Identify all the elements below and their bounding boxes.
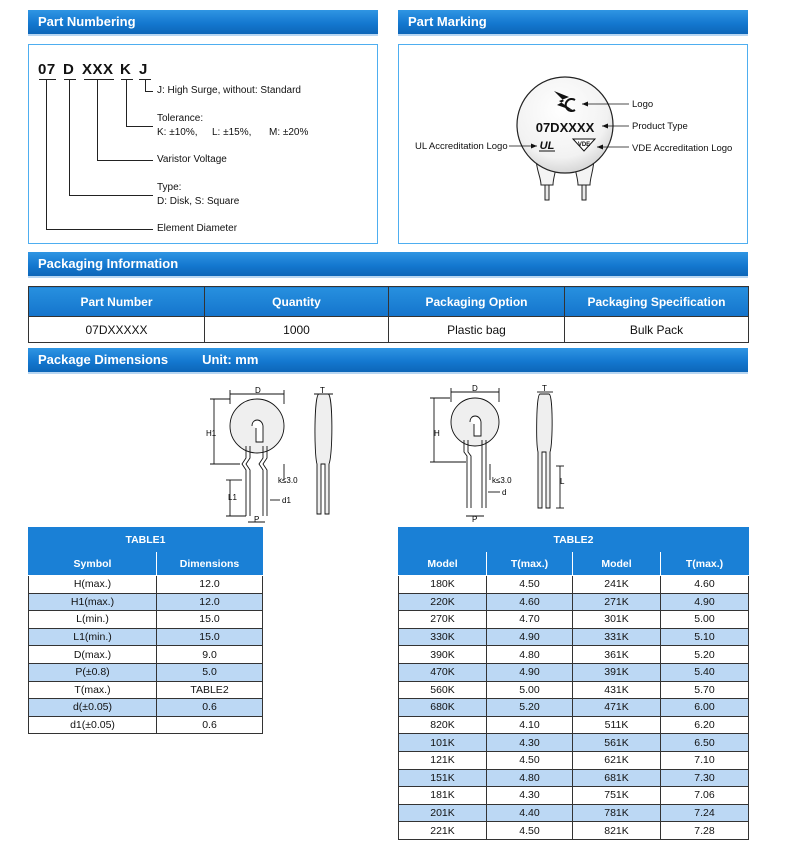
section-header-part-numbering: Part Numbering (28, 10, 378, 36)
table2-cell: 241K (573, 576, 661, 594)
code-surge: J (139, 61, 148, 78)
table2-cell: 470K (399, 663, 487, 681)
table2-cell: 330K (399, 628, 487, 646)
table1-body (29, 576, 263, 734)
label-d-diameter: D (255, 386, 261, 395)
table2-cell: 180K (399, 576, 487, 594)
table2-row (399, 628, 749, 646)
table2-cell: 4.30 (487, 734, 573, 752)
type-description: D: Disk, S: Square (157, 196, 240, 207)
table1-title-row (29, 528, 263, 552)
leader-k-v (126, 79, 127, 126)
table2-cell: 681K (573, 769, 661, 787)
label-d-lead: d (502, 488, 507, 497)
type-label: Type: (157, 182, 182, 193)
table2-cell: 4.50 (487, 576, 573, 594)
table2-cell: 471K (573, 699, 661, 717)
table1-row (29, 576, 263, 594)
table2-cell: 391K (573, 663, 661, 681)
unit-label: Unit: mm (202, 352, 259, 367)
label-k: k≤3.0 (278, 476, 298, 485)
table2-cell: 7.10 (661, 751, 749, 769)
table2-row (399, 576, 749, 594)
label-l1: L1 (228, 493, 237, 502)
table2-cell: 4.90 (487, 663, 573, 681)
table2-cell: 5.20 (487, 699, 573, 717)
table1-cell: H1(max.) (29, 593, 157, 611)
table2-row (399, 769, 749, 787)
table2-cell: 390K (399, 646, 487, 664)
table2-cell: 7.06 (661, 787, 749, 805)
table2-row (399, 663, 749, 681)
table1-cell: L1(min.) (29, 628, 157, 646)
table2-cell: 221K (399, 822, 487, 840)
table2-cell: 781K (573, 804, 661, 822)
table2-cell: 4.60 (661, 576, 749, 594)
section-header-packaging-information: Packaging Information (28, 252, 748, 278)
table2-cell: 4.30 (487, 787, 573, 805)
label-p-pitch-2: P (472, 515, 478, 524)
label-p-pitch: P (254, 515, 260, 524)
section-header-package-dimensions (28, 348, 748, 374)
table1-cell: D(max.) (29, 646, 157, 664)
dimension-drawing-kinked-lead (200, 384, 360, 526)
table2-cell: 431K (573, 681, 661, 699)
product-type-label: Product Type (632, 121, 688, 132)
label-h: H (434, 429, 440, 438)
part-numbering-panel (28, 44, 378, 244)
table2-cell: 331K (573, 628, 661, 646)
tolerance-values (157, 126, 308, 140)
code-type: D (63, 61, 75, 78)
leader-k-h (126, 126, 153, 127)
table2-cell: 6.20 (661, 716, 749, 734)
table1-row (29, 611, 263, 629)
table2-header-row (399, 552, 749, 576)
table2-header-tmax-2: T(max.) (661, 552, 749, 576)
leader-07-h (46, 229, 153, 230)
table1-row (29, 628, 263, 646)
table2-cell: 5.00 (661, 611, 749, 629)
ul-logo-icon (539, 140, 555, 152)
table2-cell: 6.00 (661, 699, 749, 717)
table1-header-row (29, 552, 263, 576)
table2-cell: 4.10 (487, 716, 573, 734)
table2-cell: 820K (399, 716, 487, 734)
svg-text:VDE: VDE (577, 142, 591, 148)
table1-cell: d1(±0.05) (29, 716, 157, 734)
table2-header-tmax-1: T(max.) (487, 552, 573, 576)
tolerance-k: K: ±10%, (157, 127, 198, 138)
section-header-part-marking: Part Marking (398, 10, 748, 36)
dimension-drawing-straight-lead (420, 384, 580, 526)
code-voltage: XXX (82, 61, 114, 78)
table1-row (29, 646, 263, 664)
table2-cell: 220K (399, 593, 487, 611)
table1-cell: H(max.) (29, 576, 157, 594)
table1-cell: L(min.) (29, 611, 157, 629)
table2-body (399, 576, 749, 840)
bracket-k (121, 79, 133, 80)
cell-part-number: 07DXXXXX (29, 317, 205, 343)
table1-header-symbol: Symbol (29, 552, 157, 576)
table2 (398, 527, 749, 840)
part-marking-panel (398, 44, 748, 244)
table1-cell: 0.6 (157, 699, 263, 717)
code-tolerance: K (120, 61, 132, 78)
table2-cell: 101K (399, 734, 487, 752)
label-h1: H1 (206, 429, 217, 438)
table2-cell: 511K (573, 716, 661, 734)
table2-row (399, 716, 749, 734)
table2-cell: 4.60 (487, 593, 573, 611)
bracket-d (64, 79, 76, 80)
table2-cell: 5.40 (661, 663, 749, 681)
table2-header-model-1: Model (399, 552, 487, 576)
table1-row (29, 593, 263, 611)
table2-cell: 270K (399, 611, 487, 629)
table2-cell: 7.28 (661, 822, 749, 840)
cell-packaging-specification: Bulk Pack (565, 317, 749, 343)
table1-cell: 5.0 (157, 663, 263, 681)
table1-row (29, 716, 263, 734)
table2-row (399, 734, 749, 752)
table2-cell: 5.10 (661, 628, 749, 646)
table2-cell: 271K (573, 593, 661, 611)
label-d-diameter-2: D (472, 384, 478, 393)
table2-row (399, 751, 749, 769)
table2-cell: 4.50 (487, 822, 573, 840)
header-packaging-specification: Packaging Specification (565, 287, 749, 317)
table1-cell: 12.0 (157, 576, 263, 594)
table2-cell: 361K (573, 646, 661, 664)
table2-row (399, 593, 749, 611)
table1-cell: 15.0 (157, 611, 263, 629)
table2-cell: 821K (573, 822, 661, 840)
bracket-07 (39, 79, 56, 80)
table2-cell: 201K (399, 804, 487, 822)
table2-row (399, 699, 749, 717)
table1-cell: 12.0 (157, 593, 263, 611)
table2-cell: 181K (399, 787, 487, 805)
table1 (28, 527, 263, 734)
table1-cell: P(±0.8) (29, 663, 157, 681)
table2-title-row (399, 528, 749, 552)
table2-row (399, 681, 749, 699)
packaging-table (28, 286, 749, 343)
table2-cell: 4.70 (487, 611, 573, 629)
label-t-thickness-2: T (542, 384, 547, 393)
tolerance-l: L: ±15%, (212, 127, 252, 138)
table1-cell: 15.0 (157, 628, 263, 646)
leader-j-v (145, 79, 146, 91)
leader-d-v (69, 79, 70, 195)
table1-title: TABLE1 (29, 528, 263, 552)
varistor-voltage-label: Varistor Voltage (157, 154, 227, 165)
table1-row (29, 663, 263, 681)
label-k-2: k≤3.0 (492, 476, 512, 485)
table2-cell: 4.80 (487, 769, 573, 787)
table2-cell: 6.50 (661, 734, 749, 752)
table2-title: TABLE2 (399, 528, 749, 552)
label-t-thickness: T (320, 386, 325, 395)
surge-description: J: High Surge, without: Standard (157, 85, 301, 96)
table1-cell: T(max.) (29, 681, 157, 699)
ul-accreditation-label: UL Accreditation Logo (415, 141, 508, 152)
table2-cell: 4.90 (487, 628, 573, 646)
bracket-xxx (84, 79, 114, 80)
cell-packaging-option: Plastic bag (389, 317, 565, 343)
table2-cell: 561K (573, 734, 661, 752)
leader-xxx-v (97, 79, 98, 160)
table2-cell: 7.30 (661, 769, 749, 787)
packaging-data-row (29, 317, 749, 343)
table2-cell: 621K (573, 751, 661, 769)
table2-row (399, 787, 749, 805)
table2-cell: 4.40 (487, 804, 573, 822)
element-diameter-label: Element Diameter (157, 223, 238, 234)
table2-cell: 301K (573, 611, 661, 629)
table1-row (29, 681, 263, 699)
table1-row (29, 699, 263, 717)
table2-row (399, 822, 749, 840)
tolerance-label: Tolerance: (157, 113, 204, 124)
table2-cell: 121K (399, 751, 487, 769)
logo-label: Logo (632, 99, 654, 110)
table2-cell: 560K (399, 681, 487, 699)
table2-cell: 151K (399, 769, 487, 787)
code-element-diameter: 07 (38, 61, 56, 78)
table1-cell: TABLE2 (157, 681, 263, 699)
label-l: L (560, 477, 565, 486)
table2-cell: 5.00 (487, 681, 573, 699)
package-dimensions-title: Package Dimensions (38, 352, 169, 367)
leader-d-h (69, 195, 153, 196)
table2-cell: 4.90 (661, 593, 749, 611)
svg-text:UL: UL (539, 140, 555, 152)
packaging-header-row (29, 287, 749, 317)
table2-cell: 751K (573, 787, 661, 805)
table2-row (399, 804, 749, 822)
header-part-number: Part Number (29, 287, 205, 317)
header-quantity: Quantity (205, 287, 389, 317)
table1-header-dimensions: Dimensions (157, 552, 263, 576)
table2-cell: 680K (399, 699, 487, 717)
table2-row (399, 611, 749, 629)
leader-j-h (145, 91, 153, 92)
table2-row (399, 646, 749, 664)
cell-quantity: 1000 (205, 317, 389, 343)
table2-cell: 4.50 (487, 751, 573, 769)
vde-accreditation-label: VDE Accreditation Logo (632, 143, 733, 154)
table2-cell: 4.80 (487, 646, 573, 664)
table1-cell: d(±0.05) (29, 699, 157, 717)
table1-cell: 9.0 (157, 646, 263, 664)
product-code-text: 07DXXXX (535, 120, 595, 135)
leader-07-v (46, 79, 47, 229)
table1-cell: 0.6 (157, 716, 263, 734)
table2-header-model-2: Model (573, 552, 661, 576)
header-packaging-option: Packaging Option (389, 287, 565, 317)
table2-cell: 7.24 (661, 804, 749, 822)
table2-cell: 5.20 (661, 646, 749, 664)
table2-cell: 5.70 (661, 681, 749, 699)
label-d1: d1 (282, 496, 291, 505)
tolerance-m: M: ±20% (269, 127, 309, 138)
leader-xxx-h (97, 160, 153, 161)
